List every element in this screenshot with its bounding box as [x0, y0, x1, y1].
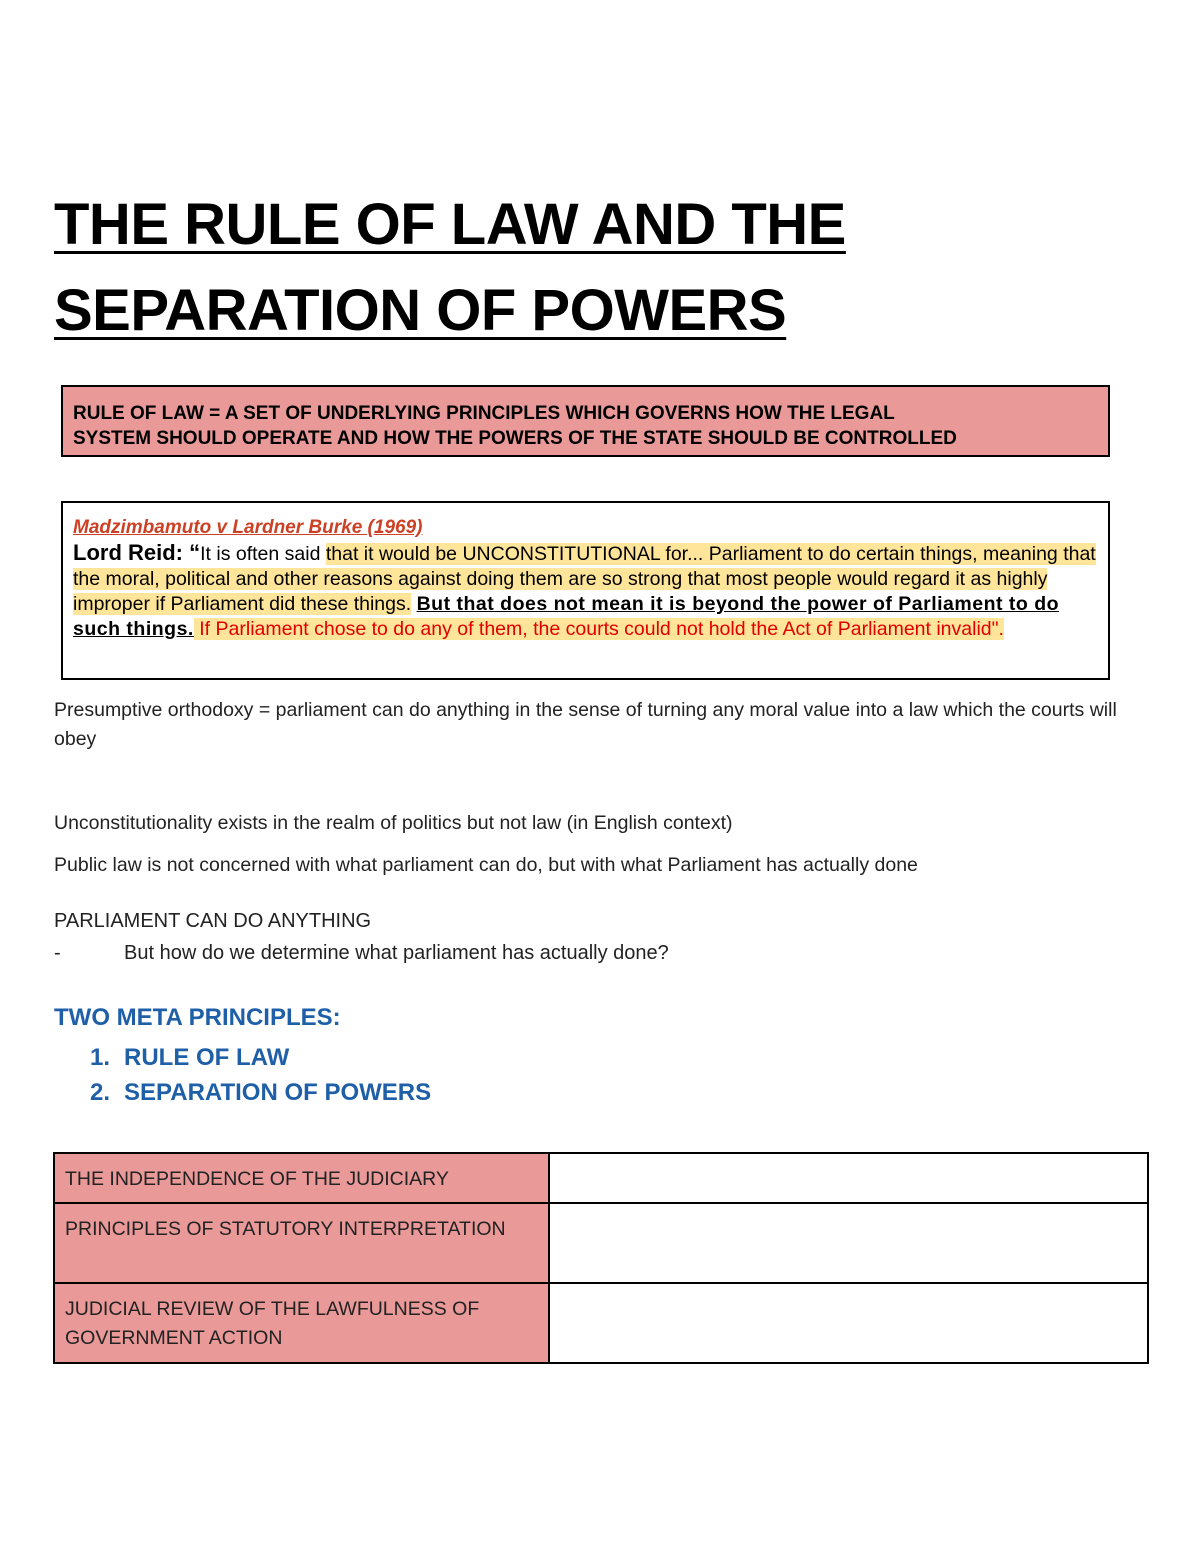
open-quote: “	[183, 540, 201, 565]
table-value-cell	[549, 1283, 1148, 1363]
quote-plain: It is often said	[200, 543, 326, 565]
list-item	[90, 1040, 431, 1075]
presumptive-orthodoxy-text: Presumptive orthodoxy = parliament can do anything in the sense of turning any moral value into a law which the courts will obey	[54, 699, 1117, 750]
case-quote	[73, 540, 1098, 642]
page-title	[54, 182, 1134, 354]
question-text: But how do we determine what parliament has actually done?	[124, 942, 669, 964]
quote-highlighted: that it would be UNCONSTITUTIONAL for... Parliament to do certain things, meaning that the moral, political and other reasons against doing them are so strong that most people would regard it as highly improper if Parliament did these things.	[73, 543, 1096, 615]
parliament-can-do-anything-text: PARLIAMENT CAN DO ANYTHING	[54, 910, 372, 932]
list-label: SEPARATION OF POWERS	[124, 1079, 432, 1106]
title-line-2: SEPARATION OF POWERS	[54, 278, 787, 343]
list-item	[90, 1075, 431, 1110]
speaker-name: Lord Reid:	[73, 540, 183, 565]
rule-of-law-definition-box	[61, 385, 1110, 457]
table-label-cell: PRINCIPLES OF STATUTORY INTERPRETATION	[54, 1203, 549, 1283]
dash-marker: -	[54, 942, 61, 964]
list-label: RULE OF LAW	[124, 1044, 290, 1071]
table-label-cell: THE INDEPENDENCE OF THE JUDICIARY	[54, 1153, 549, 1203]
list-number: 2.	[90, 1079, 111, 1106]
table-row	[54, 1153, 1148, 1203]
table-value-cell	[549, 1203, 1148, 1283]
definition-line-2: SYSTEM SHOULD OPERATE AND HOW THE POWERS OF THE STATE SHOULD BE CONTROLLED	[73, 428, 957, 449]
public-law-text: Public law is not concerned with what parliament can do, but with what Parliament has actually done	[54, 854, 918, 876]
meta-principles-list	[90, 1040, 431, 1110]
question-bullet	[54, 942, 669, 965]
table-row	[54, 1283, 1148, 1363]
case-quote-box	[61, 501, 1110, 680]
title-line-1: THE RULE OF LAW AND THE	[54, 192, 846, 257]
table-value-cell	[549, 1153, 1148, 1203]
principles-table	[53, 1152, 1149, 1364]
case-name: Madzimbamuto v Lardner Burke (1969)	[73, 517, 423, 538]
table-row	[54, 1203, 1148, 1283]
meta-principles-heading: TWO META PRINCIPLES:	[54, 1004, 341, 1031]
quote-red: If Parliament chose to do any of them, the courts could not hold the Act of Parliament invalid".	[199, 618, 1004, 640]
quote-bold-underlined: But that does not mean it is beyond the power of Parliament to do such things.	[73, 593, 1060, 640]
unconstitutionality-text: Unconstitutionality exists in the realm of politics but not law (in English context)	[54, 812, 733, 834]
table-label-cell: JUDICIAL REVIEW OF THE LAWFULNESS OF GOVERNMENT ACTION	[54, 1283, 549, 1363]
definition-line-1: RULE OF LAW = A SET OF UNDERLYING PRINCIPLES WHICH GOVERNS HOW THE LEGAL	[73, 403, 895, 424]
list-number: 1.	[90, 1044, 111, 1071]
